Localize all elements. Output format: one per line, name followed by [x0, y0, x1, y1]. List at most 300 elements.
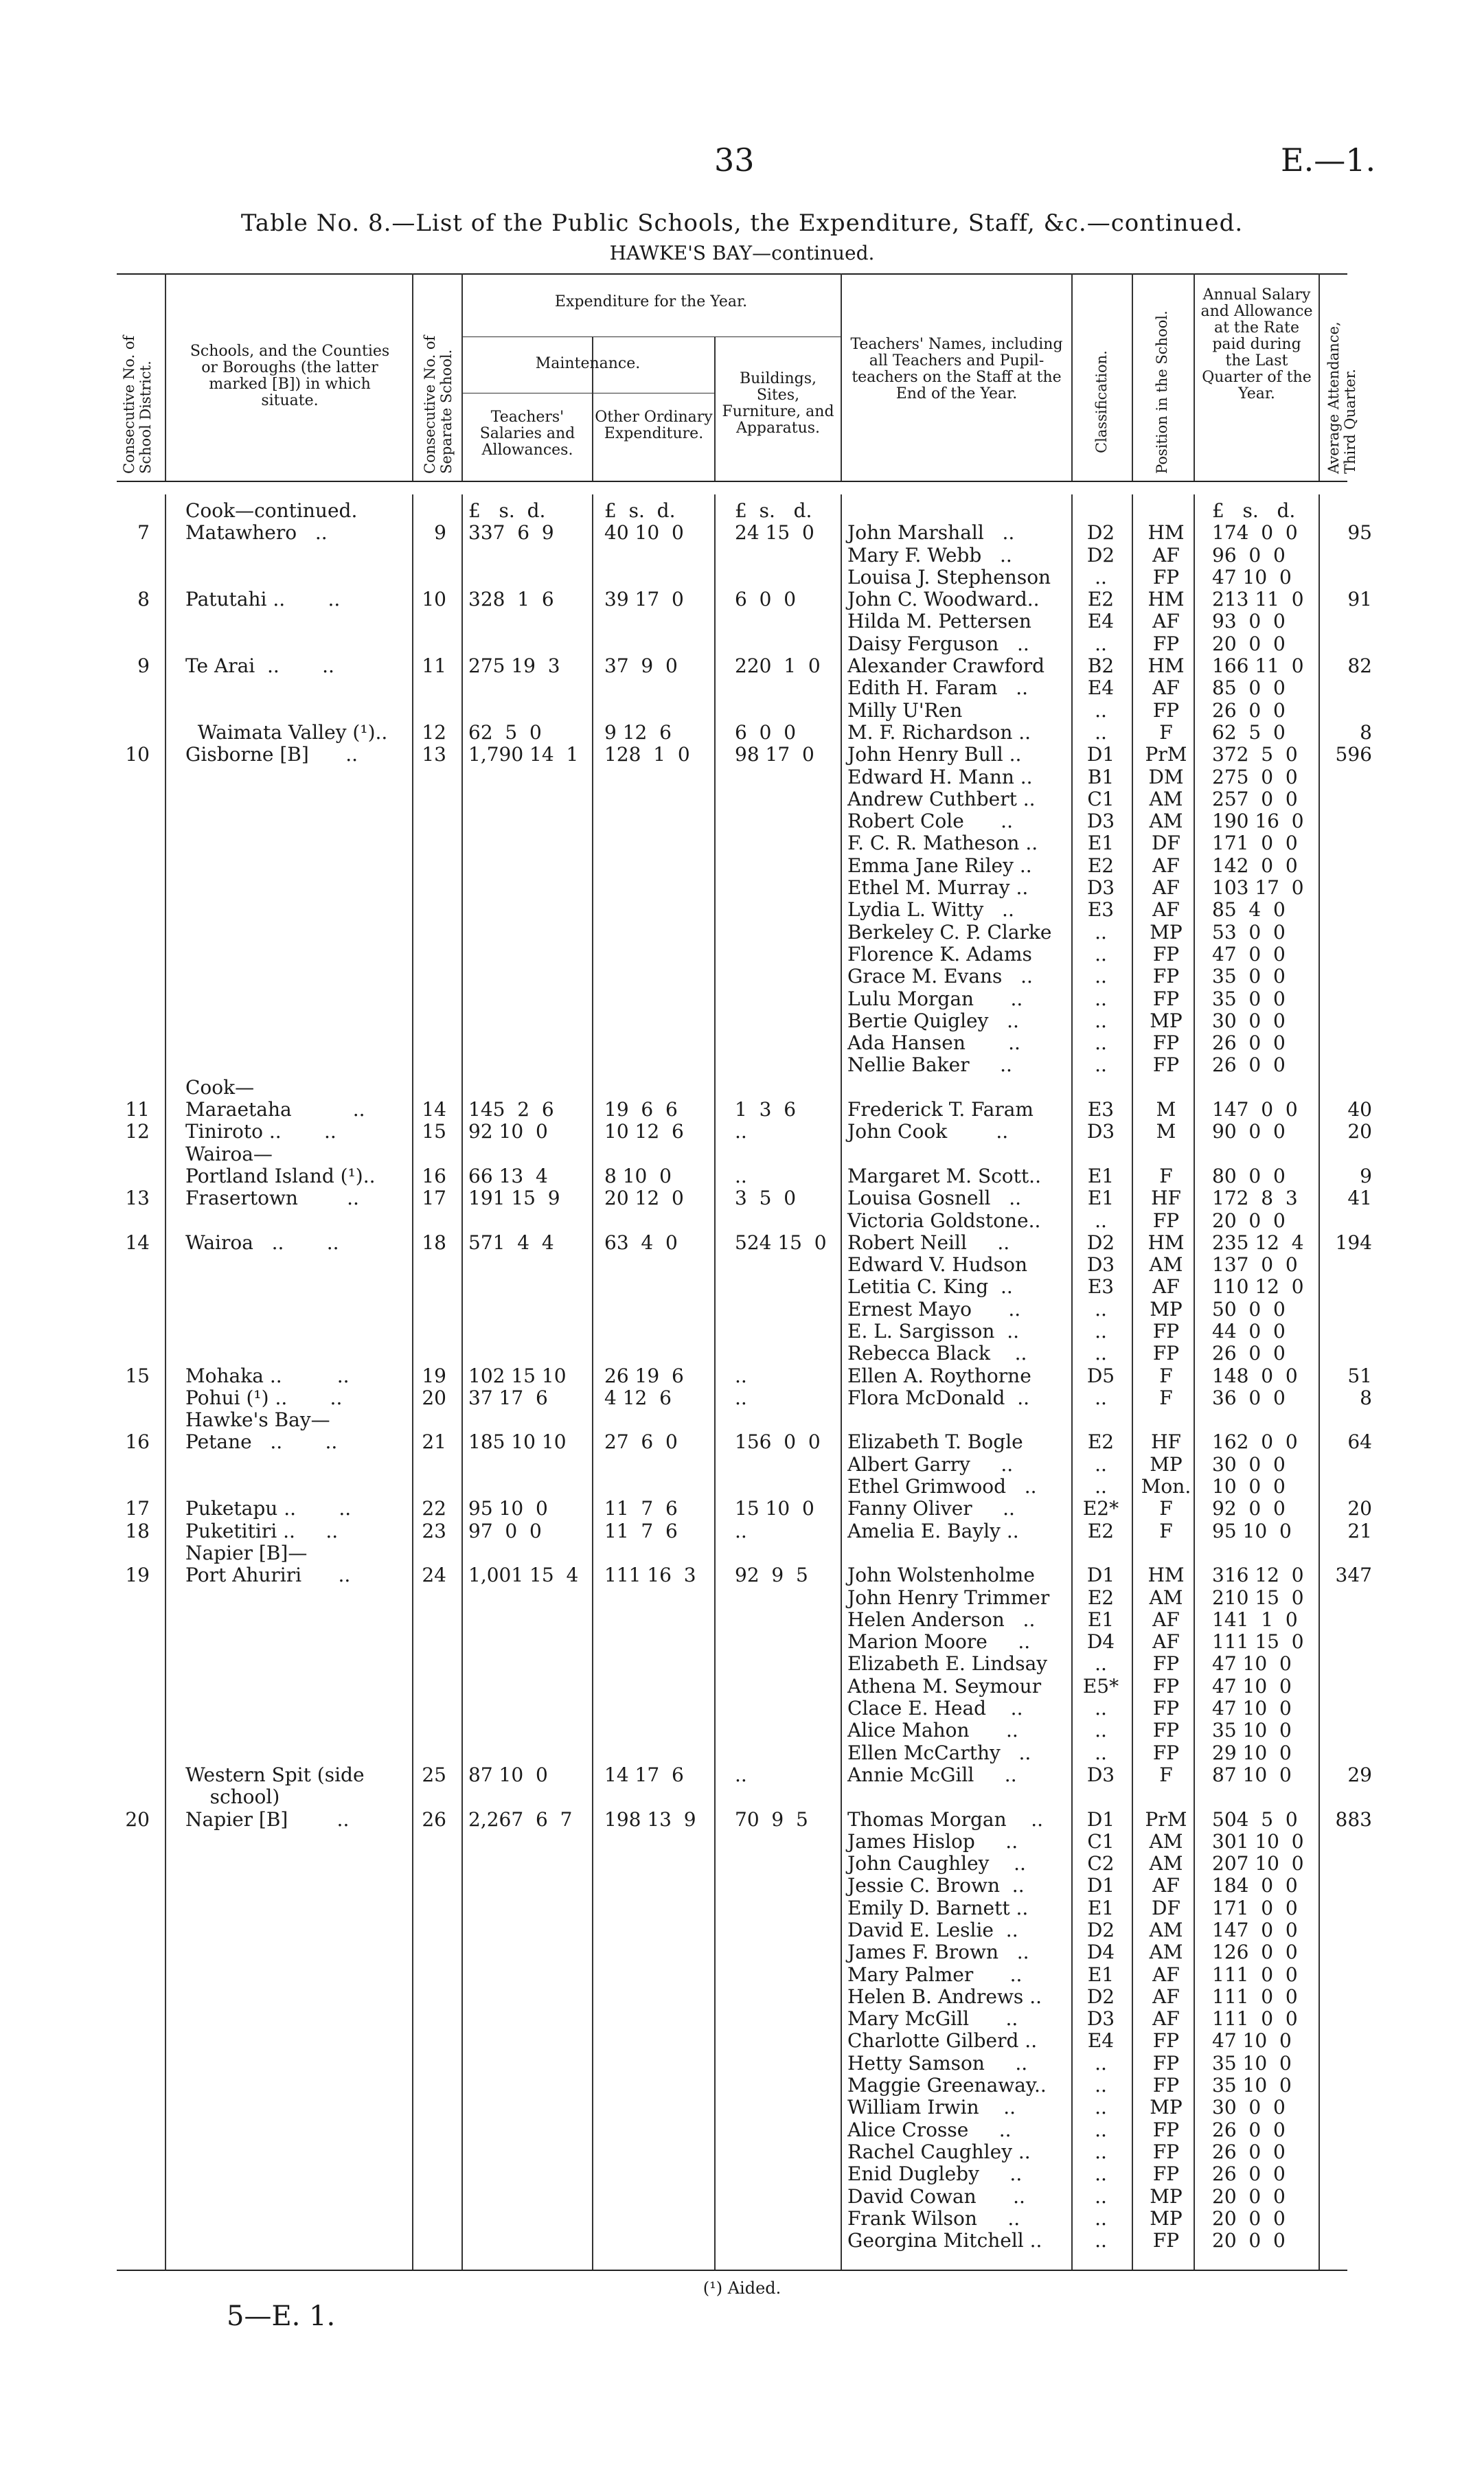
- table-row: [0, 1986, 1484, 2008]
- position-cell: HF: [1151, 1430, 1181, 1454]
- position-cell: FP: [1152, 565, 1180, 589]
- school-name: Western Spit (side: [185, 1763, 365, 1786]
- attendance-cell: 20: [1347, 1497, 1372, 1520]
- position-cell: FP: [1152, 2162, 1180, 2186]
- buildings-cell: ..: [735, 1364, 747, 1387]
- table-row: [0, 589, 1484, 610]
- salary-cell: 26 0 0: [1212, 1053, 1286, 1077]
- table-row: [0, 2097, 1484, 2119]
- classification-cell: ..: [1095, 698, 1107, 722]
- buildings-cell: ..: [735, 1386, 747, 1409]
- school-name: Waimata Valley (¹)..: [185, 720, 388, 744]
- signature-mark: 5—E. 1.: [227, 2301, 336, 2332]
- buildings-cell: 98 17 0: [735, 743, 814, 766]
- classification-cell: D3: [1086, 1763, 1115, 1786]
- salary-cell: 148 0 0: [1212, 1364, 1298, 1387]
- position-cell: MP: [1150, 2096, 1183, 2119]
- salaries-cell: 92 10 0: [468, 1120, 548, 1143]
- classification-cell: D2: [1086, 1231, 1115, 1254]
- classification-cell: ..: [1095, 1009, 1107, 1032]
- position-cell: AF: [1152, 854, 1180, 877]
- salary-cell: 47 10 0: [1212, 2029, 1292, 2053]
- teacher-name: Edward H. Mann ..: [847, 765, 1033, 788]
- table-row: [0, 922, 1484, 944]
- table-row: [0, 1897, 1484, 1919]
- table-row: [0, 1010, 1484, 1032]
- other-expenditure-cell: 11 7 6: [604, 1497, 678, 1520]
- district-no: 13: [125, 1187, 150, 1210]
- salaries-cell: 185 10 10: [468, 1430, 567, 1454]
- classification-cell: ..: [1095, 1697, 1107, 1720]
- table-row: [0, 1387, 1484, 1409]
- position-cell: HF: [1151, 1187, 1181, 1210]
- position-cell: FP: [1152, 1697, 1180, 1720]
- position-cell: FP: [1152, 2029, 1180, 2053]
- salary-cell: 85 0 0: [1212, 676, 1286, 700]
- salary-cell: 301 10 0: [1212, 1829, 1304, 1853]
- teacher-name: Emily D. Barnett ..: [847, 1896, 1029, 1919]
- school-no: 19: [422, 1364, 446, 1387]
- position-cell: Mon.: [1141, 1475, 1191, 1498]
- school-no: 15: [422, 1120, 446, 1143]
- header-school-no: Consecutive No. of Separate School.: [422, 335, 455, 474]
- attendance-cell: 8: [1360, 720, 1372, 744]
- classification-cell: E3: [1087, 1275, 1115, 1299]
- teacher-name: Ellen McCarthy ..: [847, 1741, 1031, 1764]
- position-cell: F: [1159, 1164, 1173, 1187]
- salary-cell: 26 0 0: [1212, 1342, 1286, 1365]
- district-no: 11: [125, 1098, 150, 1121]
- table-row: [0, 1786, 1484, 1808]
- classification-cell: E2: [1087, 588, 1115, 611]
- teacher-name: Robert Cole ..: [847, 810, 1013, 833]
- teacher-name: Rebecca Black ..: [847, 1342, 1027, 1365]
- position-cell: FP: [1152, 1719, 1180, 1742]
- table-row: [0, 722, 1484, 744]
- school-no: 18: [422, 1231, 446, 1254]
- salary-cell: 166 11 0: [1212, 654, 1304, 678]
- teacher-name: Ada Hansen ..: [847, 1031, 1020, 1055]
- salary-cell: 171 0 0: [1212, 832, 1298, 855]
- position-cell: HM: [1148, 1231, 1185, 1254]
- salary-cell: 20 0 0: [1212, 632, 1286, 655]
- header-other: Other Ordinary Expenditure.: [595, 409, 713, 442]
- classification-cell: ..: [1095, 987, 1107, 1010]
- position-cell: AF: [1152, 1275, 1180, 1299]
- position-cell: MP: [1150, 1009, 1183, 1032]
- salary-cell: 47 10 0: [1212, 1652, 1292, 1676]
- classification-cell: D1: [1086, 1564, 1115, 1587]
- other-expenditure-cell: 37 9 0: [604, 654, 678, 678]
- salaries-cell: 2,267 6 7: [468, 1807, 573, 1831]
- teacher-name: Ethel Grimwood ..: [847, 1475, 1037, 1498]
- table-row: [0, 1542, 1484, 1564]
- salary-cell: 96 0 0: [1212, 543, 1286, 567]
- teacher-name: Emma Jane Riley ..: [847, 854, 1032, 877]
- attendance-cell: 9: [1360, 1164, 1372, 1187]
- salary-cell: 141 1 0: [1212, 1608, 1298, 1631]
- teacher-name: Grace M. Evans ..: [847, 965, 1033, 988]
- position-cell: F: [1159, 1763, 1173, 1786]
- buildings-cell: 6 0 0: [735, 588, 797, 611]
- teacher-name: John Caughley ..: [847, 1852, 1026, 1875]
- salaries-cell: 275 19 3: [468, 654, 560, 678]
- classification-cell: E1: [1087, 1608, 1115, 1631]
- classification-cell: E2: [1087, 1430, 1115, 1454]
- teacher-name: Annie McGill ..: [847, 1763, 1017, 1786]
- table-row: [0, 877, 1484, 899]
- salary-cell: 162 0 0: [1212, 1430, 1298, 1454]
- table-row: [0, 1919, 1484, 1941]
- teacher-name: John Wolstenholme: [847, 1564, 1035, 1587]
- classification-cell: ..: [1095, 2184, 1107, 2208]
- teacher-name: Edward V. Hudson: [847, 1253, 1027, 1277]
- position-cell: AF: [1152, 610, 1180, 633]
- teacher-name: Jessie C. Brown ..: [847, 1874, 1025, 1897]
- classification-cell: C2: [1087, 1852, 1115, 1875]
- school-name: Patutahi .. ..: [185, 588, 341, 611]
- attendance-cell: 8: [1360, 1386, 1372, 1409]
- salary-cell: 80 0 0: [1212, 1164, 1286, 1187]
- teacher-name: Charlotte Gilberd ..: [847, 2029, 1038, 2053]
- teacher-name: Elizabeth E. Lindsay: [847, 1652, 1048, 1676]
- district-no: 18: [125, 1519, 150, 1542]
- classification-cell: D3: [1086, 1120, 1115, 1143]
- teacher-name: James Hislop ..: [847, 1829, 1018, 1853]
- table-row: [0, 766, 1484, 788]
- teacher-name: Rachel Caughley ..: [847, 2140, 1031, 2163]
- attendance-cell: 40: [1347, 1098, 1372, 1121]
- position-cell: HM: [1148, 521, 1185, 545]
- table-title: Table No. 8.—List of the Public Schools, the Expenditure, Staff, &c.—continued.: [240, 209, 1244, 237]
- teacher-name: Albert Garry ..: [847, 1452, 1014, 1476]
- position-cell: AF: [1152, 1985, 1180, 2008]
- table-row: [0, 610, 1484, 632]
- position-cell: FP: [1152, 1031, 1180, 1055]
- position-cell: HM: [1148, 1564, 1185, 1587]
- school-no: 12: [422, 720, 446, 744]
- teacher-name: Alexander Crawford: [847, 654, 1045, 678]
- table-row: [0, 1764, 1484, 1786]
- position-cell: FP: [1152, 2229, 1180, 2252]
- classification-cell: E2: [1087, 854, 1115, 877]
- table-body: [0, 500, 1484, 2252]
- table-row: [0, 1941, 1484, 1963]
- salary-cell: 174 0 0: [1212, 521, 1298, 545]
- position-cell: FP: [1152, 698, 1180, 722]
- classification-cell: D5: [1086, 1364, 1115, 1387]
- table-row: [0, 633, 1484, 655]
- table-row: [0, 2053, 1484, 2075]
- classification-cell: D4: [1086, 1630, 1115, 1654]
- position-cell: AM: [1149, 1919, 1183, 1941]
- salary-cell: 147 0 0: [1212, 1919, 1298, 1941]
- teacher-name: William Irwin ..: [847, 2096, 1016, 2119]
- position-cell: MP: [1150, 920, 1183, 944]
- school-name: Puketapu .. ..: [185, 1497, 352, 1520]
- salary-cell: 103 17 0: [1212, 876, 1304, 900]
- salary-cell: 171 0 0: [1212, 1896, 1298, 1919]
- teacher-name: Amelia E. Bayly ..: [847, 1519, 1019, 1542]
- classification-cell: D1: [1086, 743, 1115, 766]
- classification-cell: D2: [1086, 1919, 1115, 1941]
- attendance-cell: 82: [1347, 654, 1372, 678]
- other-expenditure-cell: 63 4 0: [604, 1231, 678, 1254]
- classification-cell: ..: [1095, 2051, 1107, 2075]
- school-name: Napier [B] ..: [185, 1807, 350, 1831]
- table-row: [0, 1409, 1484, 1431]
- teacher-name: M. F. Richardson ..: [847, 720, 1031, 744]
- salaries-cell: 328 1 6: [468, 588, 554, 611]
- section-title: HAWKE'S BAY—continued.: [609, 242, 875, 264]
- table-row: [0, 1676, 1484, 1698]
- buildings-cell: 6 0 0: [735, 720, 797, 744]
- table-row: [0, 1720, 1484, 1742]
- table-row: [0, 1809, 1484, 1831]
- school-name: Puketitiri .. ..: [185, 1519, 339, 1542]
- table-row: [0, 1143, 1484, 1165]
- other-expenditure-cell: 128 1 0: [604, 743, 690, 766]
- table-bottom-rule: [117, 2270, 1347, 2271]
- table-row: [0, 1964, 1484, 1986]
- teacher-name: Ethel M. Murray ..: [847, 876, 1029, 900]
- salary-cell: 53 0 0: [1212, 920, 1286, 944]
- table-row: [0, 1054, 1484, 1076]
- buildings-cell: £ s. d.: [735, 499, 812, 522]
- attendance-cell: 91: [1347, 588, 1372, 611]
- classification-cell: ..: [1095, 1031, 1107, 1055]
- position-cell: HM: [1148, 588, 1185, 611]
- school-name: Tiniroto .. ..: [185, 1120, 336, 1143]
- teacher-name: Victoria Goldstone..: [847, 1209, 1041, 1232]
- table-row: [0, 1232, 1484, 1254]
- salary-cell: 184 0 0: [1212, 1874, 1298, 1897]
- classification-cell: ..: [1095, 1342, 1107, 1365]
- other-expenditure-cell: 14 17 6: [604, 1763, 684, 1786]
- classification-cell: ..: [1095, 2229, 1107, 2252]
- school-name: Cook—continued.: [185, 499, 358, 522]
- position-cell: FP: [1152, 1342, 1180, 1365]
- teacher-name: Ernest Mayo ..: [847, 1297, 1021, 1321]
- school-name: Frasertown ..: [185, 1187, 359, 1210]
- teacher-name: Robert Neill ..: [847, 1231, 1010, 1254]
- table-row: [0, 677, 1484, 699]
- classification-cell: ..: [1095, 1297, 1107, 1321]
- attendance-cell: 194: [1335, 1231, 1372, 1254]
- teacher-name: Bertie Quigley ..: [847, 1009, 1019, 1032]
- position-cell: FP: [1152, 1652, 1180, 1676]
- classification-cell: ..: [1095, 965, 1107, 988]
- school-name: Petane .. ..: [185, 1430, 338, 1454]
- position-cell: MP: [1150, 2206, 1183, 2230]
- school-name: Maraetaha ..: [185, 1098, 365, 1121]
- buildings-cell: 70 9 5: [735, 1807, 808, 1831]
- position-cell: AF: [1152, 543, 1180, 567]
- district-no: 16: [125, 1430, 150, 1454]
- table-row: [0, 944, 1484, 966]
- salary-cell: 29 10 0: [1212, 1741, 1292, 1764]
- other-expenditure-cell: 4 12 6: [604, 1386, 672, 1409]
- school-no: 20: [422, 1386, 446, 1409]
- salary-cell: 30 0 0: [1212, 2096, 1286, 2119]
- teacher-name: John C. Woodward..: [847, 588, 1040, 611]
- position-cell: AM: [1149, 1253, 1183, 1277]
- position-cell: MP: [1150, 2184, 1183, 2208]
- position-cell: FP: [1152, 2118, 1180, 2141]
- school-name: Cook—: [185, 1075, 255, 1099]
- buildings-cell: ..: [735, 1120, 747, 1143]
- district-no: 15: [125, 1364, 150, 1387]
- table-row: [0, 1099, 1484, 1121]
- classification-cell: D2: [1086, 1985, 1115, 2008]
- salary-cell: 316 12 0: [1212, 1564, 1304, 1587]
- classification-cell: E3: [1087, 898, 1115, 922]
- position-cell: FP: [1152, 2074, 1180, 2097]
- teacher-name: John Henry Bull ..: [847, 743, 1022, 766]
- position-cell: AM: [1149, 1829, 1183, 1853]
- school-no: 23: [422, 1519, 446, 1542]
- position-cell: PrM: [1145, 1807, 1187, 1831]
- school-name: Pohui (¹) .. ..: [185, 1386, 343, 1409]
- school-no: 11: [422, 654, 446, 678]
- position-cell: FP: [1152, 632, 1180, 655]
- table-row: [0, 855, 1484, 877]
- school-name: school): [185, 1785, 280, 1809]
- salary-cell: 147 0 0: [1212, 1098, 1298, 1121]
- classification-cell: E1: [1087, 1963, 1115, 1986]
- classification-cell: ..: [1095, 1652, 1107, 1676]
- classification-cell: D3: [1086, 876, 1115, 900]
- table-row: [0, 2008, 1484, 2030]
- school-name: Wairoa—: [185, 1142, 273, 1165]
- teacher-name: Margaret M. Scott..: [847, 1164, 1041, 1187]
- table-row: [0, 2075, 1484, 2097]
- teacher-name: Elizabeth T. Bogle: [847, 1430, 1023, 1454]
- header-schools: Schools, and the Counties or Boroughs (the latter marked [B]) in which situate.: [190, 343, 390, 409]
- classification-cell: ..: [1095, 2118, 1107, 2141]
- classification-cell: E4: [1087, 610, 1115, 633]
- classification-cell: D3: [1086, 2007, 1115, 2031]
- teacher-name: Berkeley C. P. Clarke: [847, 920, 1052, 944]
- salary-cell: 47 10 0: [1212, 1674, 1292, 1698]
- salaries-cell: 191 15 9: [468, 1187, 560, 1210]
- header-position: Position in the School.: [1154, 310, 1170, 474]
- classification-cell: D3: [1086, 1253, 1115, 1277]
- table-row: [0, 1520, 1484, 1542]
- school-name: Wairoa .. ..: [185, 1231, 339, 1254]
- salary-cell: 172 8 3: [1212, 1187, 1298, 1210]
- teacher-name: Nellie Baker ..: [847, 1053, 1012, 1077]
- school-no: 21: [422, 1430, 446, 1454]
- salary-cell: 20 0 0: [1212, 2206, 1286, 2230]
- classification-cell: ..: [1095, 1452, 1107, 1476]
- position-cell: AF: [1152, 1963, 1180, 1986]
- salary-cell: 36 0 0: [1212, 1386, 1286, 1409]
- table-row: [0, 788, 1484, 810]
- teacher-name: Andrew Cuthbert ..: [847, 787, 1036, 810]
- salaries-cell: 1,790 14 1: [468, 743, 579, 766]
- salary-cell: 20 0 0: [1212, 2184, 1286, 2208]
- salary-cell: 190 16 0: [1212, 810, 1304, 833]
- teacher-name: Clace E. Head ..: [847, 1697, 1023, 1720]
- page-reference: E.—1.: [1281, 141, 1376, 179]
- table-row: [0, 810, 1484, 832]
- school-name: Mohaka .. ..: [185, 1364, 350, 1387]
- table-row: [0, 1742, 1484, 1764]
- classification-cell: ..: [1095, 2140, 1107, 2163]
- classification-cell: ..: [1095, 565, 1107, 589]
- attendance-cell: 95: [1347, 521, 1372, 545]
- table-row: [0, 2030, 1484, 2052]
- salary-cell: 35 0 0: [1212, 987, 1286, 1010]
- salary-cell: 95 10 0: [1212, 1519, 1292, 1542]
- teacher-name: Thomas Morgan ..: [847, 1807, 1044, 1831]
- other-expenditure-cell: 27 6 0: [604, 1430, 678, 1454]
- position-cell: MP: [1150, 1297, 1183, 1321]
- salary-cell: 26 0 0: [1212, 1031, 1286, 1055]
- district-no: 7: [137, 521, 150, 545]
- position-cell: DF: [1152, 832, 1180, 855]
- attendance-cell: 64: [1347, 1430, 1372, 1454]
- school-name: Portland Island (¹)..: [185, 1164, 376, 1187]
- teacher-name: Mary F. Webb ..: [847, 543, 1012, 567]
- attendance-cell: 596: [1335, 743, 1372, 766]
- position-cell: FP: [1152, 1053, 1180, 1077]
- buildings-cell: 24 15 0: [735, 521, 814, 545]
- buildings-cell: ..: [735, 1763, 747, 1786]
- table-row: [0, 1187, 1484, 1209]
- classification-cell: ..: [1095, 1209, 1107, 1232]
- position-cell: HM: [1148, 654, 1185, 678]
- district-no: 14: [125, 1231, 150, 1254]
- table-row: [0, 700, 1484, 722]
- other-expenditure-cell: 198 13 9: [604, 1807, 696, 1831]
- school-no: 24: [422, 1564, 446, 1587]
- teacher-name: John Henry Trimmer: [847, 1586, 1050, 1609]
- teacher-name: Mary Palmer ..: [847, 1963, 1023, 1986]
- salary-cell: 207 10 0: [1212, 1852, 1304, 1875]
- position-cell: AM: [1149, 810, 1183, 833]
- position-cell: PrM: [1145, 743, 1187, 766]
- table-row: [0, 1254, 1484, 1276]
- school-no: 26: [422, 1807, 446, 1831]
- position-cell: AF: [1152, 1608, 1180, 1631]
- salaries-cell: 37 17 6: [468, 1386, 548, 1409]
- buildings-cell: 220 1 0: [735, 654, 821, 678]
- teacher-name: Georgina Mitchell ..: [847, 2229, 1042, 2252]
- attendance-cell: 29: [1347, 1763, 1372, 1786]
- teacher-name: Florence K. Adams: [847, 942, 1032, 966]
- table-row: [0, 1454, 1484, 1476]
- teacher-name: Hetty Samson ..: [847, 2051, 1028, 2075]
- salary-cell: 20 0 0: [1212, 2229, 1286, 2252]
- classification-cell: ..: [1095, 1319, 1107, 1343]
- position-cell: FP: [1152, 942, 1180, 966]
- other-expenditure-cell: £ s. d.: [604, 499, 676, 522]
- other-expenditure-cell: 39 17 0: [604, 588, 684, 611]
- salary-cell: 62 5 0: [1212, 720, 1286, 744]
- position-cell: AF: [1152, 1874, 1180, 1897]
- salary-cell: 30 0 0: [1212, 1009, 1286, 1032]
- position-cell: FP: [1152, 1209, 1180, 1232]
- salary-cell: 372 5 0: [1212, 743, 1298, 766]
- school-no: 16: [422, 1164, 446, 1187]
- position-cell: F: [1159, 1519, 1173, 1542]
- school-no: 25: [422, 1763, 446, 1786]
- teacher-name: F. C. R. Matheson ..: [847, 832, 1038, 855]
- table-row: [0, 1476, 1484, 1498]
- other-expenditure-cell: 19 6 6: [604, 1098, 678, 1121]
